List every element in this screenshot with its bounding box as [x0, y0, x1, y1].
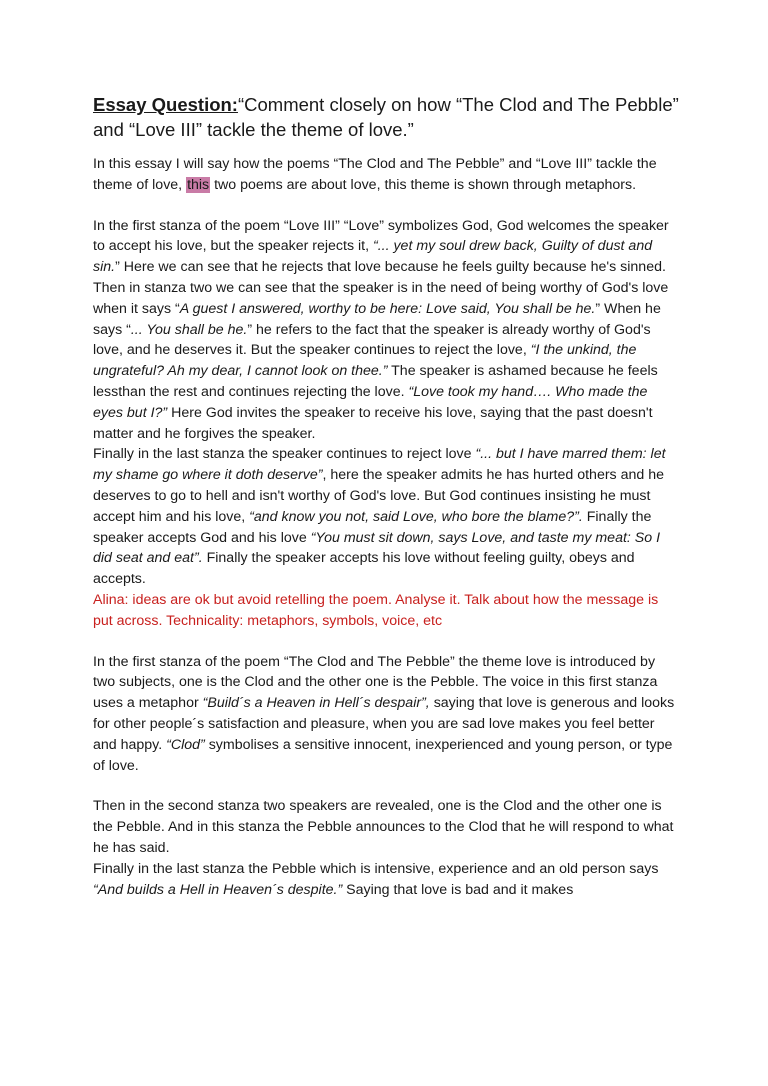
p1-text-b: ” Here we can see that he rejects that love because he feels guilty because he's sinned. [115, 259, 666, 276]
p4-text-b: saying that love is generous and looks for other people´s satisfaction and pleasure, when you are sad love makes you feel better and happy. [93, 695, 675, 753]
p4-quote-2: “Clod” [166, 736, 205, 753]
paragraph-clod-pebble-stanza-1 [93, 652, 679, 777]
p4-quote-1: “Build´s a Heaven in Hell´s despair”, [202, 695, 430, 712]
p3-text-a: Finally in the last stanza the speaker continues to reject love [93, 446, 472, 463]
intro-text-a: In this essay I will say how the poems “The Clod and The Pebble” and “Love III” tackle the theme of love, [93, 156, 657, 193]
p3-quote-2: “and know you not, said Love, who bore the blame?”. [249, 508, 583, 525]
paragraph-love-iii-stanza-3 [93, 444, 679, 590]
paragraph-clod-pebble-stanza-2 [93, 796, 679, 858]
p3-text-b: , here the speaker admits he has hurted others and he deserves to go to hell and isn't worthy of God's love. But God continues insisting he must accept him and his love, [93, 467, 664, 525]
p2-quote-4: “Love took my hand…. Who made the eyes but I?” [93, 383, 648, 421]
p3-quote-3: “You must sit down, says Love, and taste my meat: So I did seat and eat”. [93, 529, 661, 567]
p5-text-a: Then in the second stanza two speakers are revealed, one is the Clod and the other one is the Pebble. And in this stanza the Pebble announces to the Clod that he will respond to what he has said. [93, 798, 674, 856]
essay-question-text: “Comment closely on how “The Clod and The Pebble” and “Love III” tackle the theme of love.” [93, 94, 679, 140]
p2-quote-2: ... You shall be he. [130, 321, 248, 338]
p4-text-c: symbolises a sensitive innocent, inexperienced and young person, or type of love. [93, 736, 673, 774]
p6-text-b: Saying that love is bad and it makes [346, 881, 574, 898]
p2-text-c: ” he refers to the fact that the speaker is already worthy of God's love, and he deserves it. But the speaker continues to reject the love, [93, 321, 651, 359]
p4-text-a: In the first stanza of the poem “The Clod and The Pebble” the theme love is introduced by two subjects, one is the Clod and the other one is the Pebble. The voice in this first stanza uses a metaphor [93, 653, 658, 712]
essay-question [93, 92, 679, 142]
essay-question-label: Essay Question: [93, 94, 238, 115]
p2-text-a: Then in stanza two we can see that the speaker is in the need of being worthy of God's love when it says “ [93, 279, 669, 317]
p1-quote-1: “... yet my soul drew back, Guilty of dust and sin. [93, 238, 653, 276]
p2-text-b: ” When he says “ [93, 300, 661, 338]
p3-text-d: Finally the speaker accepts his love without feeling guilty, obeys and accepts. [93, 550, 635, 588]
teacher-comment: Alina: ideas are ok but avoid retelling the poem. Analyse it. Talk about how the message is put across. Technicality: metaphors, symbols, voice, etc [93, 591, 659, 629]
p1-text-a: In the first stanza of the poem “Love III” “Love” symbolizes God, God welcomes the speaker to accept his love, but the speaker rejects it, [93, 217, 669, 255]
p6-quote-1: “And builds a Hell in Heaven´s despite.” [93, 881, 343, 898]
intro-text-b: two poems are about love, this theme is shown through metaphors. [214, 176, 637, 193]
highlighted-word: this [187, 176, 210, 193]
p2-text-d: The speaker is ashamed because he feels lessthan the rest and continues rejecting the love. [93, 363, 658, 400]
p2-quote-3: “I the unkind, the ungrateful? Ah my dear, I cannot look on thee.” [93, 342, 637, 380]
p6-text-a: Finally in the last stanza the Pebble which is intensive, experience and an old person says [93, 860, 659, 877]
intro-paragraph [93, 154, 679, 196]
p2-quote-1: A guest I answered, worthy to be here: Love said, You shall be he. [179, 300, 596, 317]
paragraph-love-iii-stanza-1 [93, 216, 679, 278]
paragraph-love-iii-stanza-2 [93, 278, 679, 444]
p2-text-e: Here God invites the speaker to receive his love, saying that the past doesn't matter and he forgives the speaker. [93, 404, 653, 442]
paragraph-clod-pebble-stanza-3 [93, 859, 679, 901]
document-page [93, 92, 679, 900]
p3-quote-1: “... but I have marred them: let my shame go where it doth deserve” [93, 446, 666, 484]
p3-text-c: Finally the speaker accepts God and his love [93, 508, 652, 546]
